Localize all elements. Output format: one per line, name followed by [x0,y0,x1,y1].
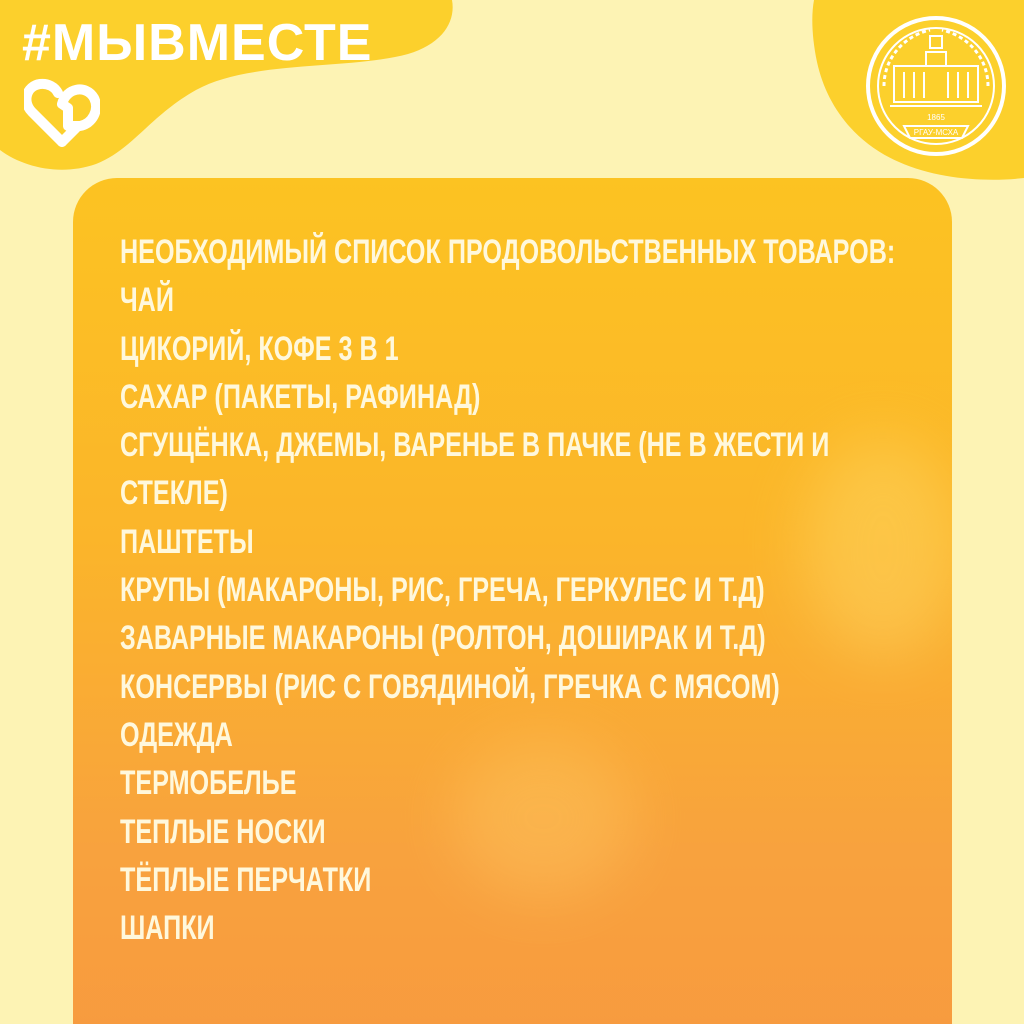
seal-caption: РГАУ-МСХА [913,128,959,137]
product-list [120,228,952,952]
list-item: СГУЩЁНКА, ДЖЕМЫ, ВАРЕНЬЕ В ПАЧКЕ (НЕ В ЖЕСТИ И [120,426,830,465]
list-item: ПАШТЕТЫ [120,522,254,561]
list-item: ТЁПЛЫЕ ПЕРЧАТКИ [120,860,372,899]
content-card [73,178,952,1024]
list-item: ШАПКИ [120,909,215,948]
hashtag-title: #МЫВМЕСТЕ [22,14,373,72]
list-item: СТЕКЛЕ) [120,474,228,513]
heart-chat-logo-icon [24,78,100,148]
list-item: ОДЕЖДА [120,715,233,754]
list-item: ЗАВАРНЫЕ МАКАРОНЫ (РОЛТОН, ДОШИРАК И Т.Д) [120,619,766,658]
list-item: ТЕРМОБЕЛЬЕ [120,764,297,803]
list-heading: НЕОБХОДИМЫЙ СПИСОК ПРОДОВОЛЬСТВЕННЫХ ТОВАРОВ: [120,233,896,271]
list-item: КРУПЫ (МАКАРОНЫ, РИС, ГРЕЧА, ГЕРКУЛЕС И Т.Д) [120,571,765,610]
list-item: ЧАЙ [120,281,174,320]
university-seal-icon [864,14,1008,158]
list-item: ТЕПЛЫЕ НОСКИ [120,812,326,851]
list-item: САХАР (ПАКЕТЫ, РАФИНАД) [120,377,481,416]
list-item: КОНСЕРВЫ (РИС С ГОВЯДИНОЙ, ГРЕЧКА С МЯСОМ) [120,667,780,706]
seal-year: 1865 [927,113,945,122]
list-item: ЦИКОРИЙ, КОФЕ 3 В 1 [120,329,399,368]
